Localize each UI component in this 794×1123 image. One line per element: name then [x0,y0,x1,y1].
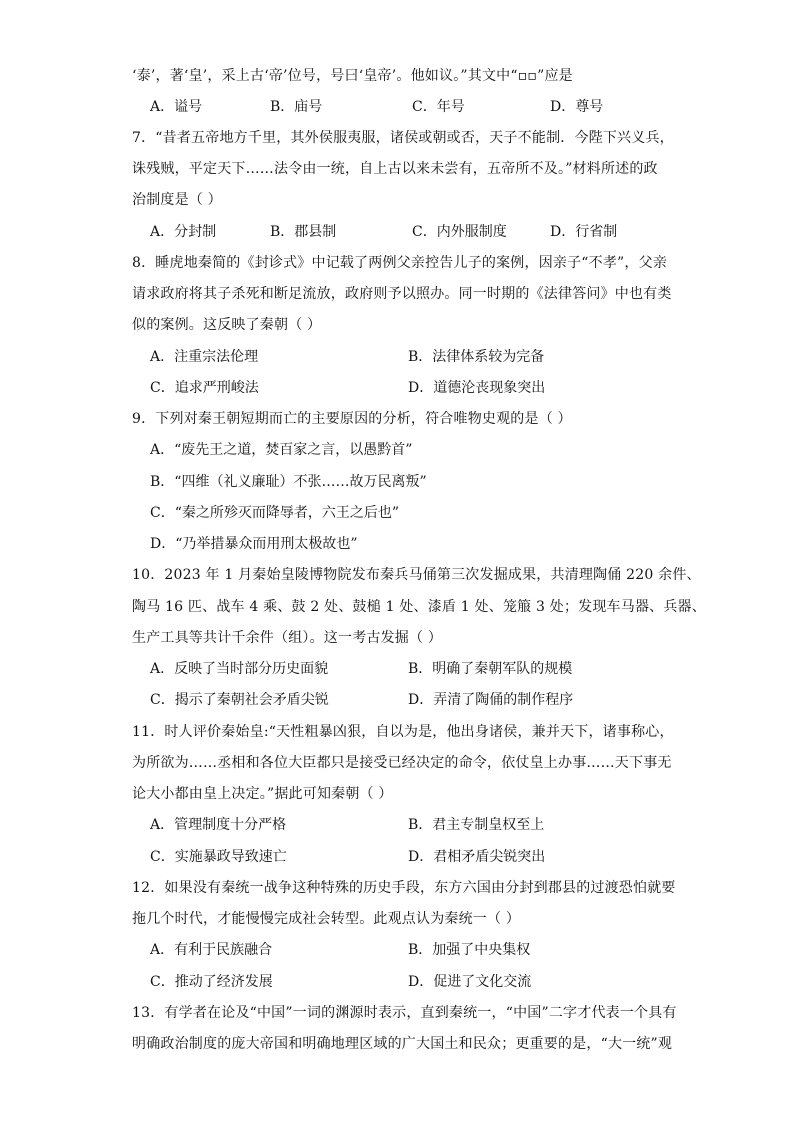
q11-stem-line-2: 为所欲为……丞相和各位大臣都只是接受已经决定的命令，依仗皇上办事……天下事无 [132,755,672,771]
q10-option-b: B．明确了秦朝军队的规模 [408,661,573,677]
q7-option-a: A．分封制 [150,224,217,240]
q12-option-b: B．加强了中央集权 [408,942,531,958]
q11-stem-line-3: 论大小都由皇上决定。”据此可知秦朝（ ） [132,786,393,802]
q7-options [150,222,680,242]
q9-stem: 9．下列对秦王朝短期而亡的主要原因的分析，符合唯物史观的是（ ） [132,411,572,427]
q8-option-c: C．追求严刑峻法 [150,380,259,396]
q6-option-d: D．尊号 [550,99,604,115]
q6-options [150,97,680,117]
q8-option-b: B．法律体系较为完备 [408,349,545,365]
q8-options-row-2 [150,378,680,398]
q11-option-b: B．君主专制皇权至上 [408,817,545,833]
q13-stem-line-1: 13．有学者在论及“中国”一词的渊源时表示，直到秦统一，“中国”二字才代表一个具有 [132,1005,677,1021]
q7-option-c: C．内外服制度 [412,224,507,240]
q11-option-c: C．实施暴政导致速亡 [150,849,287,865]
q6-option-b: B．庙号 [270,99,323,115]
q11-stem-line-1: 11．时人评价秦始皇:“天性粗暴凶狠，自以为是，他出身诸侯，兼并天下，诸事称心， [132,724,674,740]
q8-stem-line-3: 似的案例。这反映了秦朝（ ） [132,317,322,333]
q10-stem-line-1: 10．2023 年 1 月秦始皇陵博物院发布秦兵马俑第三次发掘成果，共清理陶俑 220 余件、 [132,567,701,583]
q12-stem-line-2: 拖几个时代，才能慢慢完成社会转型。此观点认为秦统一（ ） [132,911,521,927]
q10-stem-line-3: 生产工具等共计千余件（组）。这一考古发掘（ ） [132,630,443,646]
q7-stem-line-2: 诛残贼，平定天下……法令由一统，自上古以来未尝有，五帝所不及。”材料所述的政 [132,161,658,177]
q6-option-a: A．谥号 [150,99,203,115]
q8-stem-line-2: 请求政府将其子杀死和断足流放，政府则予以照办。同一时期的《法律答问》中也有类 [132,286,672,302]
q7-option-b: B．郡县制 [270,224,337,240]
q10-option-a: A．反映了当时部分历史面貌 [150,661,329,677]
q11-option-d: D．君相矛盾尖锐突出 [408,849,546,865]
q6-stem-tail: ‘泰’，著‘皇’，采上古‘帝’位号，号曰‘皇帝’。他如议。”其文中“▫▫”应是 [132,68,573,84]
q7-option-d: D．行省制 [550,224,618,240]
q10-option-c: C．揭示了秦朝社会矛盾尖锐 [150,692,329,708]
q11-options-row-1 [150,815,680,835]
q7-stem-line-3: 治制度是（ ） [132,192,222,208]
q8-stem-line-1: 8．睡虎地秦简的《封诊式》中记载了两例父亲控告儿子的案例，因亲子“不孝”，父亲 [132,255,668,271]
q8-option-d: D．道德沦丧现象突出 [408,380,546,396]
q12-option-a: A．有利于民族融合 [150,942,273,958]
q10-options-row-1 [150,659,680,679]
q8-options-row-1 [150,347,680,367]
q10-options-row-2 [150,690,680,710]
q12-options-row-1 [150,940,680,960]
q9-option-c: C．“秦之所殄灭而降辱者，六王之后也” [150,505,400,521]
q9-option-d: D．“乃举措暴众而用刑太极故也” [150,536,358,552]
q7-stem-line-1: 7．“昔者五帝地方千里，其外侯服夷服，诸侯或朝或否，天子不能制．今陛下兴义兵， [132,130,674,146]
q12-stem-line-1: 12．如果没有秦统一战争这种特殊的历史手段，东方六国由分封到郡县的过渡恐怕就要 [132,880,676,896]
q10-stem-line-2: 陶马 16 匹、战车 4 乘、鼓 2 处、鼓槌 1 处、漆盾 1 处、笼箙 3 处；发现车马器、兵器、 [132,599,706,615]
q9-option-a: A．“废先王之道，焚百家之言，以愚黔首” [150,442,413,458]
q11-options-row-2 [150,847,680,867]
q13-stem-line-2: 明确政治制度的庞大帝国和明确地理区域的广大国土和民众；更重要的是，“大一统”观 [132,1036,673,1052]
q12-option-d: D．促进了文化交流 [408,974,532,990]
q9-option-b: B．“四维（礼义廉耻）不张……故万民离叛” [150,474,427,490]
q12-option-c: C．推动了经济发展 [150,974,273,990]
q11-option-a: A．管理制度十分严格 [150,817,287,833]
q6-option-c: C．年号 [412,99,465,115]
q10-option-d: D．弄清了陶俑的制作程序 [408,692,574,708]
q12-options-row-2 [150,972,680,992]
q8-option-a: A．注重宗法伦理 [150,349,259,365]
